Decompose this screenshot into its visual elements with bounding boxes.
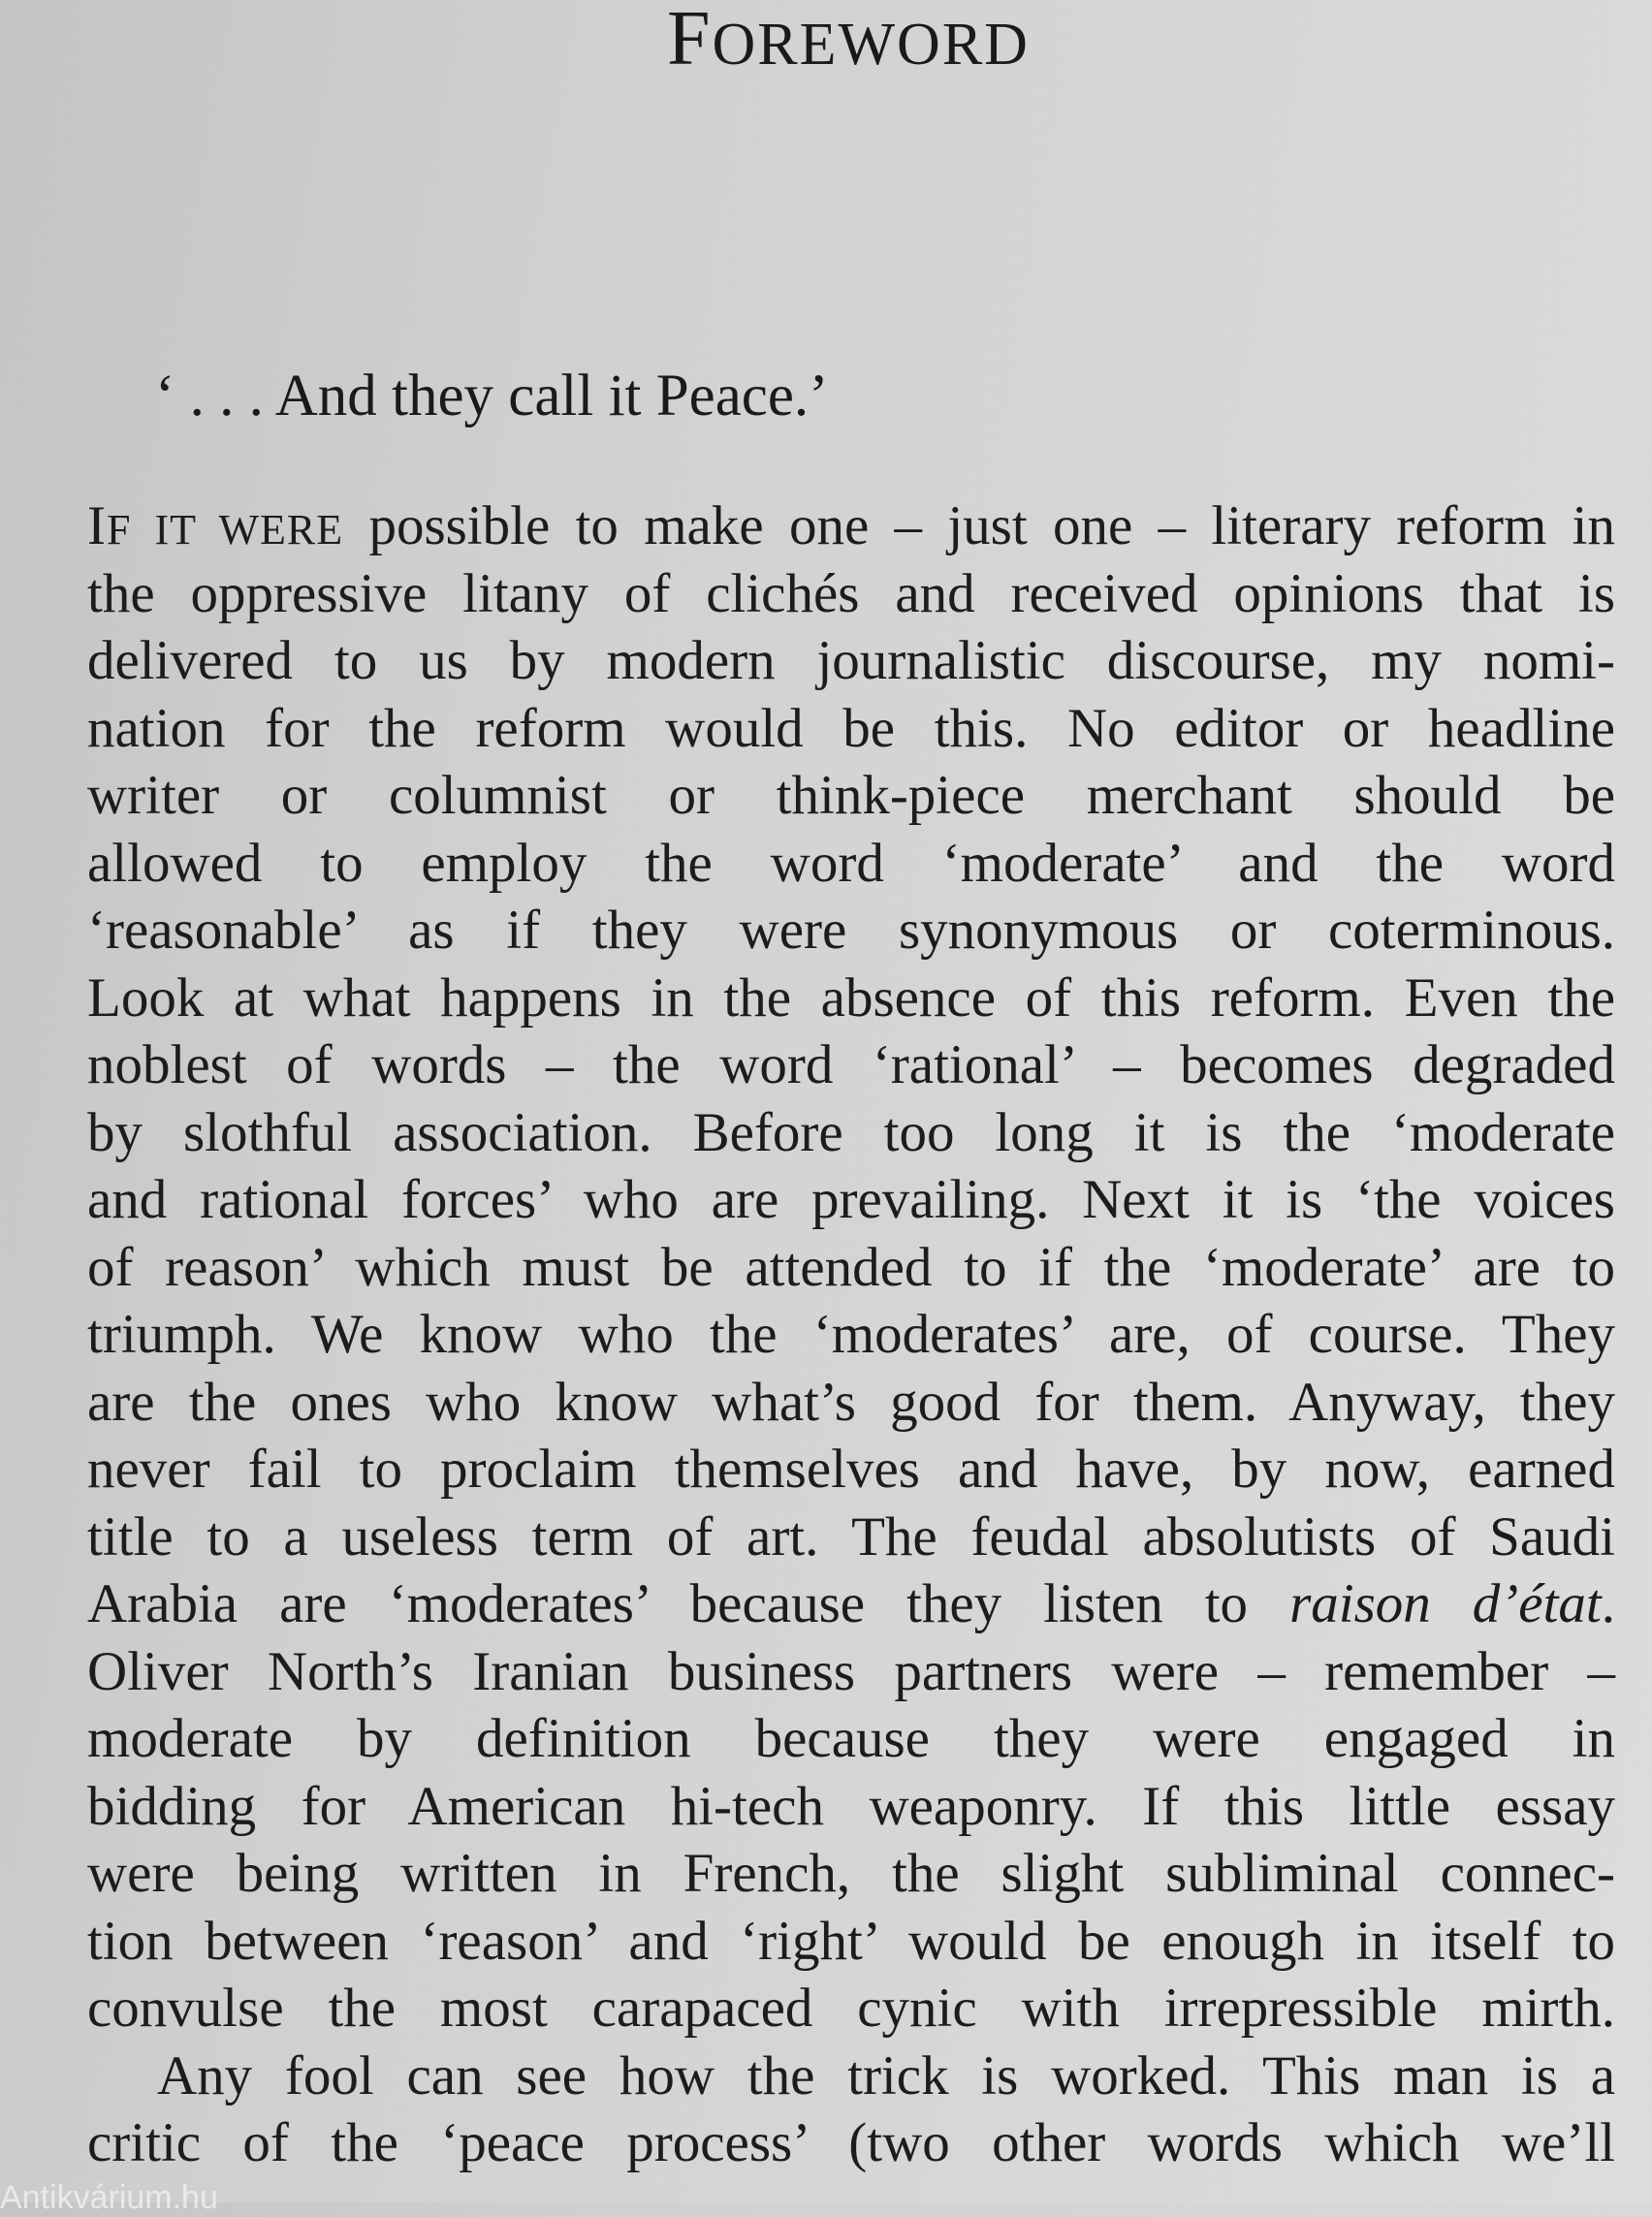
paragraph-line: moderate by definition because they were engaged in	[87, 1708, 1615, 1769]
title-initial: F	[667, 0, 713, 81]
watermark: Antikvárium.hu	[0, 2179, 218, 2216]
paragraph-line: Any fool can see how the trick is worked. This man is a	[157, 2044, 1615, 2106]
paragraph-line: Look at what happens in the absence of this reform. Even the	[87, 966, 1615, 1029]
paragraph-line: Arabia are ‘moderates’ because they listen to raison d’état.	[87, 1573, 1615, 1634]
paragraph-line: never fail to proclaim themselves and have, by now, earned	[87, 1439, 1615, 1500]
italic-phrase: raison d’état	[1289, 1573, 1602, 1634]
body-text	[87, 492, 1615, 2177]
paragraph-line: critic of the ‘peace process’ (two other words which we’ll	[87, 2112, 1615, 2173]
lead-in-smallcaps: IF IT WERE	[87, 495, 344, 556]
paragraph-line: IF IT WERE possible to make one – just one – literary reform in	[87, 495, 1615, 556]
epigraph: ‘ . . . And they call it Peace.’	[155, 364, 829, 428]
paragraph-line: writer or columnist or think-piece merchant should be	[87, 765, 1615, 826]
paragraph-line: noblest of words – the word ‘rational’ – becomes degraded	[87, 1034, 1615, 1095]
paragraph-line: were being written in French, the slight subliminal connec-	[87, 1843, 1615, 1904]
title-rest: OREWORD	[712, 12, 1030, 78]
paragraph-line: Oliver North’s Iranian business partners were – remember –	[87, 1640, 1615, 1702]
page-title	[0, 0, 1652, 81]
paragraph-line: and rational forces’ who are prevailing. Next it is ‘the voices	[87, 1169, 1615, 1230]
paragraph-line: ‘reasonable’ as if they were synonymous or coterminous.	[87, 900, 1615, 961]
paragraph-line: by slothful association. Before too long it is the ‘moderate	[87, 1101, 1615, 1163]
paragraph-line: convulse the most carapaced cynic with irrepressible mirth.	[87, 1978, 1615, 2039]
paragraph-line: tion between ‘reason’ and ‘right’ would be enough in itself to	[87, 1910, 1615, 1972]
paragraph-line: title to a useless term of art. The feudal absolutists of Saudi	[87, 1505, 1615, 1568]
paragraph-line: are the ones who know what’s good for them. Anyway, they	[87, 1371, 1615, 1433]
paragraph-line: bidding for American hi-tech weaponry. If this little essay	[87, 1775, 1615, 1837]
paragraph-line: of reason’ which must be attended to if the ‘moderate’ are to	[87, 1236, 1615, 1298]
paragraph-line: nation for the reform would be this. No editor or headline	[87, 697, 1615, 759]
paragraph-line: the oppressive litany of clichés and received opinions that is	[87, 562, 1615, 624]
paragraph-line: allowed to employ the word ‘moderate’ and the word	[87, 832, 1615, 894]
paragraph-line: delivered to us by modern journalistic discourse, my nomi-	[87, 630, 1615, 691]
paragraph-line: triumph. We know who the ‘moderates’ are, of course. They	[87, 1304, 1615, 1365]
